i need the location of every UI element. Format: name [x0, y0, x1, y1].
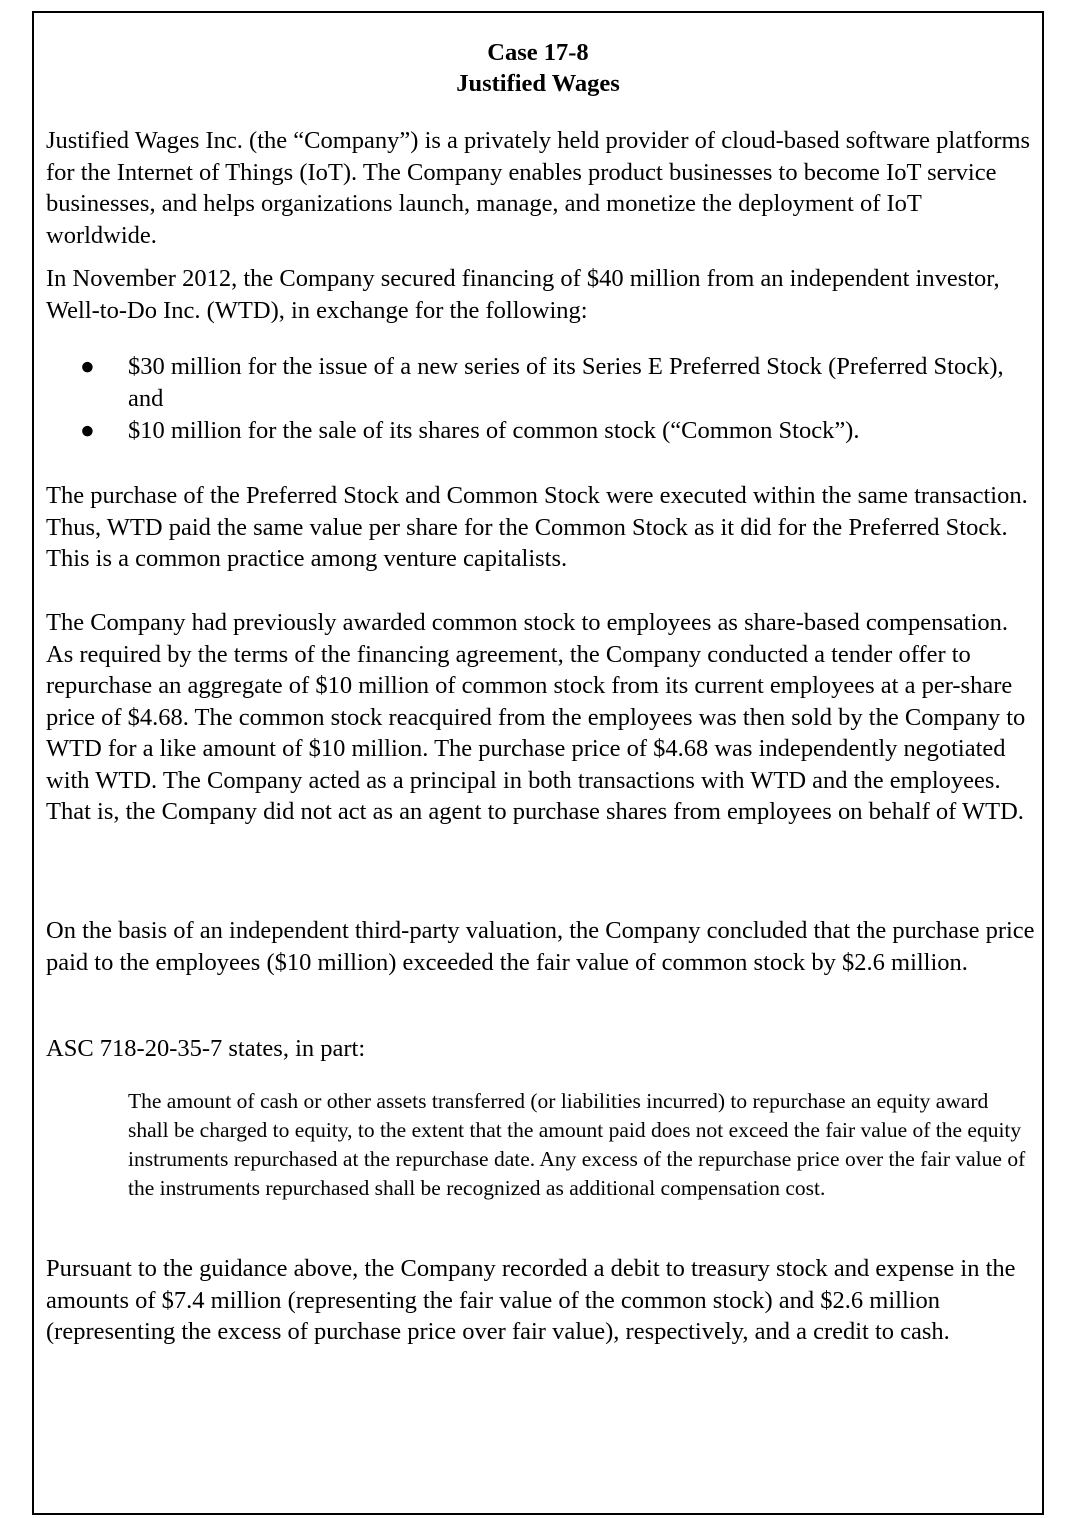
- company-description-paragraph: Justified Wages Inc. (the “Company”) is a privately held provider of cloud-based software platforms for the Internet of Things (IoT). The Company enables product businesses to become IoT service businesses, and helps organizations launch, manage, and monetize the deployment of IoT worldwide.: [46, 127, 1031, 249]
- case-number: Case 17-8: [487, 39, 589, 66]
- transaction-paragraph: The purchase of the Preferred Stock and Common Stock were executed within the same transaction. Thus, WTD paid the same value per share for the Common Stock as it did for the Preferred Stock. This is a common practice among venture capitalists.: [46, 482, 1028, 572]
- document-frame: [32, 11, 1044, 1515]
- bullet-icon: ●: [80, 417, 95, 444]
- list-item: [46, 415, 1036, 447]
- bullet-text: $30 million for the issue of a new series of its Series E Preferred Stock (Preferred Stock), and: [128, 353, 1004, 412]
- bullet-icon: ●: [80, 353, 95, 380]
- case-title: Justified Wages: [456, 70, 620, 97]
- case-heading: [34, 37, 1042, 99]
- asc-block-quote: The amount of cash or other assets transferred (or liabilities incurred) to repurchase an equity award shall be charged to equity, to the extent that the amount paid does not exceed the fair value of the equity instruments repurchased at the repurchase date. Any excess of the repurchase price over the fair value of the instruments repurchased shall be recognized as additional compensation cost.: [128, 1089, 1026, 1200]
- list-item: [46, 351, 1036, 414]
- financing-paragraph: In November 2012, the Company secured financing of $40 million from an independent investor, Well-to-Do Inc. (WTD), in exchange for the following:: [46, 265, 1000, 324]
- asc-reference-paragraph: ASC 718-20-35-7 states, in part:: [46, 1035, 366, 1062]
- financing-bullet-list: [46, 351, 1036, 448]
- bullet-text: $10 million for the sale of its shares of common stock (“Common Stock”).: [128, 417, 860, 444]
- tender-offer-paragraph: The Company had previously awarded common stock to employees as share-based compensation. As required by the terms of the financing agreement, the Company conducted a tender offer to repurchase an aggregate of $10 million of common stock from its current employees at a per-share price of $4.68. The common stock reacquired from the employees was then sold by the Company to WTD for a like amount of $10 million. The purchase price of $4.68 was independently negotiated with WTD. The Company acted as a principal in both transactions with WTD and the employees. That is, the Company did not act as an agent to purchase shares from employees on behalf of WTD.: [46, 609, 1026, 825]
- accounting-entry-paragraph: Pursuant to the guidance above, the Company recorded a debit to treasury stock and expense in the amounts of $7.4 million (representing the fair value of the common stock) and $2.6 million (representing the excess of purchase price over fair value), respectively, and a credit to cash.: [46, 1255, 1016, 1345]
- valuation-paragraph: On the basis of an independent third-party valuation, the Company concluded that the purchase price paid to the employees ($10 million) exceeded the fair value of common stock by $2.6 million.: [46, 917, 1035, 976]
